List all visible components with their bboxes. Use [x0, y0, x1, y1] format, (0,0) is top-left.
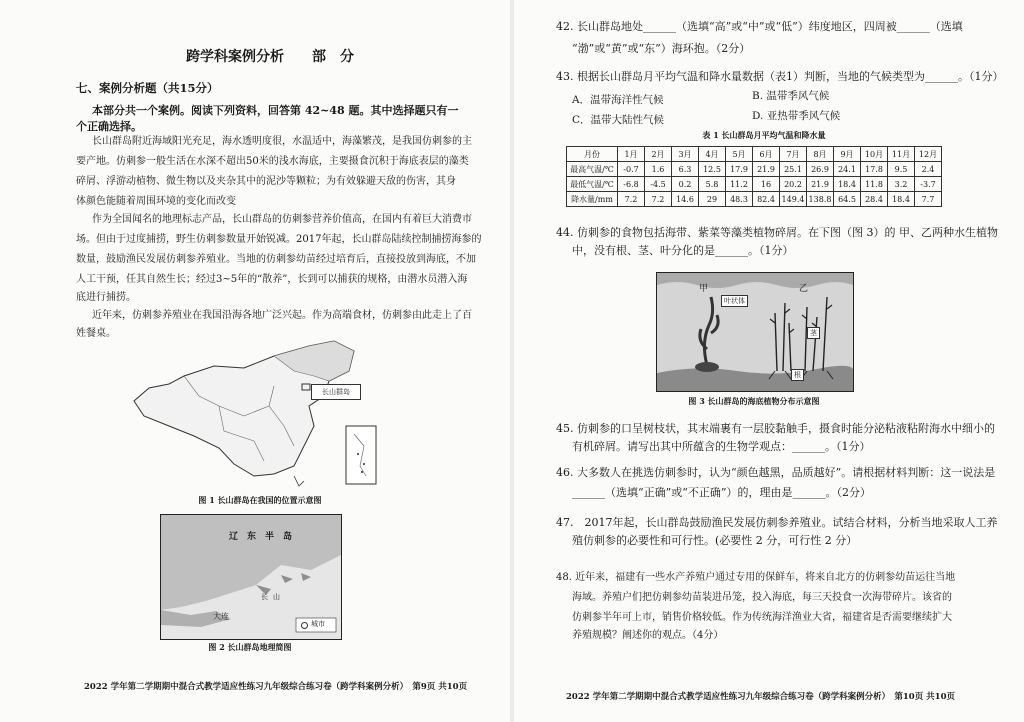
table-cell: 28.4	[861, 192, 888, 207]
q44-line: 44. 仿刺参的食物包括海带、紫菜等藻类植物碎屑。在下图（图 3）的 甲、乙两种水生植物	[556, 226, 998, 239]
map-label-liaodong: 辽 东 半 岛	[229, 532, 293, 542]
para2-line: 数量，鼓励渔民发展仿刺参养殖业。当地的仿刺参幼苗经过培育后，直接投放到海底，不加	[76, 254, 476, 265]
table-cell: 8月	[807, 147, 834, 162]
table-cell: -3.7	[915, 177, 942, 192]
map-label-changshan: 长山群岛	[311, 384, 361, 400]
para1-line: 碎屑、浮游动植物、微生物以及夹杂其中的泥沙等颗粒；为有效躲避天敌的伤害，其身	[76, 176, 456, 187]
q48-line: 养殖规模？阐述你的观点。（4分）	[572, 630, 724, 641]
table-cell: 最高气温/℃	[567, 162, 618, 177]
fig3-caption: 图 3 长山群岛的海底植物分布示意图	[688, 396, 820, 406]
q45-line: 有机碎屑。请写出其中所蕴含的生物学观点：______。（1分）	[572, 440, 871, 453]
table-cell: 14.6	[672, 192, 699, 207]
table-cell: 2月	[645, 147, 672, 162]
map-label-dalian: 大连	[213, 612, 229, 621]
table-cell: 3.2	[888, 177, 915, 192]
fig2-caption: 图 2 长山群岛地理简图	[208, 642, 292, 652]
table-cell: -6.8	[618, 177, 645, 192]
q48-line: 48. 近年来，福建有一些水产养殖户通过专用的保鲜车，将来自北方的仿刺参幼苗运往当地	[556, 572, 956, 583]
climate-table	[566, 146, 942, 207]
china-map-figure	[124, 336, 394, 496]
q43-option-a: A．温带海洋性气候	[572, 94, 664, 106]
section-title: 跨学科案例分析 部 分	[186, 49, 354, 65]
para2-line: 人工干预，任其自然生长；经过3~5年的“散养”，长到可以捕获的规格，由潜水员潜入海	[76, 274, 468, 285]
map-label-chang: 长	[261, 593, 268, 601]
table-cell: 17.8	[861, 162, 888, 177]
table-cell: 18.4	[834, 177, 861, 192]
table-cell: 29	[699, 192, 726, 207]
table-cell: -0.7	[618, 162, 645, 177]
para2-line: 作为全国闻名的地理标志产品，长山群岛的仿刺参营养价值高，在国内有着巨大消费市	[92, 214, 472, 225]
table-cell: 21.9	[807, 177, 834, 192]
plant-label-yi: 乙	[799, 284, 809, 294]
table-cell: 最低气温/℃	[567, 177, 618, 192]
q42-line: 42. 长山群岛地处______（选填“高”或“中”或“低”）纬度地区，四周被______（选填	[556, 20, 963, 33]
changshan-map-figure	[160, 514, 342, 640]
legend-city: 城市	[311, 620, 325, 628]
table-cell: 12月	[915, 147, 942, 162]
table-cell: 11.2	[726, 177, 753, 192]
label-thallus: 叶状体	[721, 295, 748, 307]
table-cell: 7.2	[618, 192, 645, 207]
para2-line: 底进行捕捞。	[76, 292, 136, 303]
table-cell: 20.2	[780, 177, 807, 192]
table-cell: 25.1	[780, 162, 807, 177]
q48-line: 海域。养殖户们把仿刺参幼苗装进吊笼，投入海底，每三天投食一次海带碎片。该省的	[572, 592, 952, 603]
intro-line-1: 本部分共一个案例。阅读下列资料，回答第 42~48 题。其中选择题只有一	[92, 104, 459, 117]
table-cell: 12.5	[699, 162, 726, 177]
table-cell: 149.4	[780, 192, 807, 207]
label-stem: 茎	[807, 327, 820, 339]
table-cell: 降水量/mm	[567, 192, 618, 207]
q44-line: 中，没有根、茎、叶分化的是______。（1分）	[572, 244, 794, 257]
label-root: 根	[791, 369, 804, 381]
q47-line: 47. 2017年起，长山群岛鼓励渔民发展仿刺参养殖业。试结合材料，分析当地采取人工养	[556, 516, 998, 529]
q43-option-c: C．温带大陆性气候	[572, 114, 665, 126]
seabed-figure	[656, 272, 854, 392]
plant-label-jia: 甲	[699, 284, 709, 294]
table-cell: 1月	[618, 147, 645, 162]
table-cell: -4.5	[645, 177, 672, 192]
table-cell: 10月	[861, 147, 888, 162]
para2-line: 场。但由于过度捕捞，野生仿刺参数量开始锐减。2017年起，长山群岛陆续控制捕捞海参的	[76, 234, 482, 245]
table-cell: 138.8	[807, 192, 834, 207]
table-cell: 4月	[699, 147, 726, 162]
table-row	[567, 192, 942, 207]
table-cell: 2.4	[915, 162, 942, 177]
city-marker-icon	[301, 622, 308, 629]
table-cell: 5月	[726, 147, 753, 162]
table-cell: 82.4	[753, 192, 780, 207]
section-heading: 七、案例分析题（共15分）	[76, 81, 219, 95]
para1-line: 体颜色能随着周围环境的变化而改变	[76, 196, 236, 207]
page-10	[514, 0, 1024, 722]
table-cell: 11.8	[861, 177, 888, 192]
table-cell: 6月	[753, 147, 780, 162]
footer-page-10: 2022 学年第二学期期中混合式教学适应性练习九年级综合练习卷（跨学科案例分析） 第10页 共10页	[566, 692, 955, 702]
table-cell: 17.9	[726, 162, 753, 177]
table-cell: 1.6	[645, 162, 672, 177]
para3-line: 姓餐桌。	[76, 328, 116, 339]
table-cell: 18.4	[888, 192, 915, 207]
table-cell: 24.1	[834, 162, 861, 177]
q47-line: 殖仿刺参的必要性和可行性。(必要性 2 分，可行性 2 分）	[572, 534, 858, 547]
table-cell: 5.8	[699, 177, 726, 192]
map-label-shan: 山	[273, 593, 280, 601]
table-cell: 7月	[780, 147, 807, 162]
table-cell: 3月	[672, 147, 699, 162]
fig1-caption: 图 1 长山群岛在我国的位置示意图	[198, 495, 322, 505]
q42-line: “渤”或“黄”或“东”）海环抱。（2分）	[572, 42, 751, 55]
q43-stem: 43. 根据长山群岛月平均气温和降水量数据（表1）判断，当地的气候类型为______。（1分）	[556, 70, 1004, 83]
intro-line-2: 个正确选择。	[76, 120, 142, 133]
footer-page-9: 2022 学年第二学期期中混合式教学适应性练习九年级综合练习卷（跨学科案例分析） 第9页 共10页	[84, 682, 468, 692]
table-cell: 6.3	[672, 162, 699, 177]
table-cell: 64.5	[834, 192, 861, 207]
table-cell: 7.7	[915, 192, 942, 207]
para1-line: 长山群岛附近海域阳光充足，海水透明度很，水温适中，海藻繁茂，是我国仿刺参的主	[92, 136, 472, 147]
para1-line: 要产地。仿刺参一般生活在水深不超出50米的浅水海底，主要摄食沉积于海底表层的藻类	[76, 156, 469, 167]
q45-line: 45. 仿刺参的口呈树枝状，其末端裹有一层胶黏触手，摄食时能分泌粘液粘附海水中细小的	[556, 422, 995, 435]
page-9	[0, 0, 510, 722]
q43-option-b: B. 温带季风气候	[752, 90, 830, 102]
table-cell: 26.9	[807, 162, 834, 177]
table-row	[567, 177, 942, 192]
table-cell: 16	[753, 177, 780, 192]
table-cell: 9.5	[888, 162, 915, 177]
q43-option-d: D. 亚热带季风气候	[752, 110, 841, 122]
table1-caption: 表 1 长山群岛月平均气温和降水量	[702, 130, 826, 140]
table-row	[567, 162, 942, 177]
q48-line: 仿刺参半年可上市，销售价格较低。作为传统海洋渔业大省，福建省是否需要继续扩大	[572, 612, 952, 623]
table-row	[567, 147, 942, 162]
para3-line: 近年来，仿刺参养殖业在我国沿海各地广泛兴起。作为高端食材，仿刺参由此走上了百	[92, 310, 472, 321]
table-cell: 0.2	[672, 177, 699, 192]
table-cell: 月份	[567, 147, 618, 162]
q46-line: 46. 大多数人在挑选仿刺参时，认为“颜色越黑，品质越好”。请根据材料判断：这一说法是	[556, 466, 996, 479]
q46-line: ______（选填“正确”或“不正确”）的，理由是______。（2分）	[572, 486, 871, 499]
table-cell: 48.3	[726, 192, 753, 207]
table-cell: 9月	[834, 147, 861, 162]
table-cell: 21.9	[753, 162, 780, 177]
table-cell: 7.2	[645, 192, 672, 207]
table-cell: 11月	[888, 147, 915, 162]
